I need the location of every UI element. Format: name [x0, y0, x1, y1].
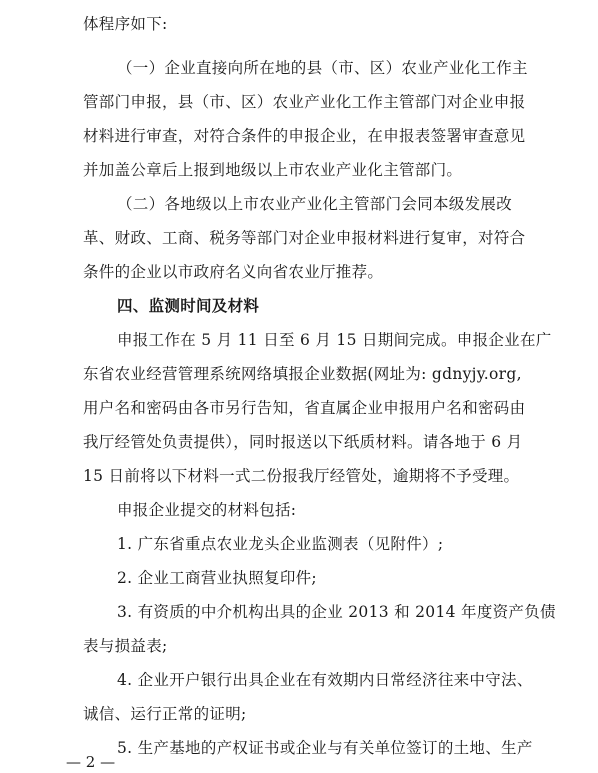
text-line: 表与损益表; [83, 637, 168, 655]
list-item: 5. 生产基地的产权证书或企业与有关单位签订的土地、生产 [117, 739, 533, 757]
list-item: 1. 广东省重点农业龙头企业监测表（见附件）; [117, 535, 444, 553]
list-item: 3. 有资质的中介机构出具的企业 2013 和 2014 年度资产负债 [117, 603, 556, 621]
text-line: 材料进行审查，对符合条件的申报企业，在申报表签署审查意见 [83, 127, 526, 145]
text-line: 申报工作在 5 月 11 日至 6 月 15 日期间完成。申报企业在广 [117, 331, 552, 349]
section-heading: 四、监测时间及材料 [117, 297, 260, 315]
text-line: 申报企业提交的材料包括: [117, 501, 297, 519]
text-line: 条件的企业以市政府名义向省农业厅推荐。 [83, 263, 384, 281]
text-line: 体程序如下: [83, 15, 168, 33]
list-item: 2. 企业工商营业执照复印件; [117, 569, 317, 587]
text-line: 15 日前将以下材料一式二份报我厅经管处，逾期将不予受理。 [83, 467, 520, 485]
list-item: 4. 企业开户银行出具企业在有效期内日常经济往来中守法、 [117, 671, 533, 689]
text-line: （一）企业直接向所在地的县（市、区）农业产业化工作主 [117, 59, 528, 77]
text-line: 东省农业经营管理系统网络填报企业数据(网址为: gdnyjy.org, [83, 365, 522, 383]
text-line: 诚信、运行正常的证明; [83, 705, 247, 723]
text-line: 用户名和密码由各市另行告知，省直属企业申报用户名和密码由 [83, 399, 526, 417]
page-number: — 2 — [66, 753, 116, 771]
text-line: 并加盖公章后上报到地级以上市农业产业化主管部门。 [83, 161, 463, 179]
text-line: 革、财政、工商、税务等部门对企业申报材料进行复审，对符合 [83, 229, 526, 247]
text-line: （二）各地级以上市农业产业化主管部门会同本级发展改 [117, 195, 513, 213]
text-line: 管部门申报，县（市、区）农业产业化工作主管部门对企业申报 [83, 93, 526, 111]
text-line: 我厅经管处负责提供），同时报送以下纸质材料。请各地于 6 月 [83, 433, 523, 451]
